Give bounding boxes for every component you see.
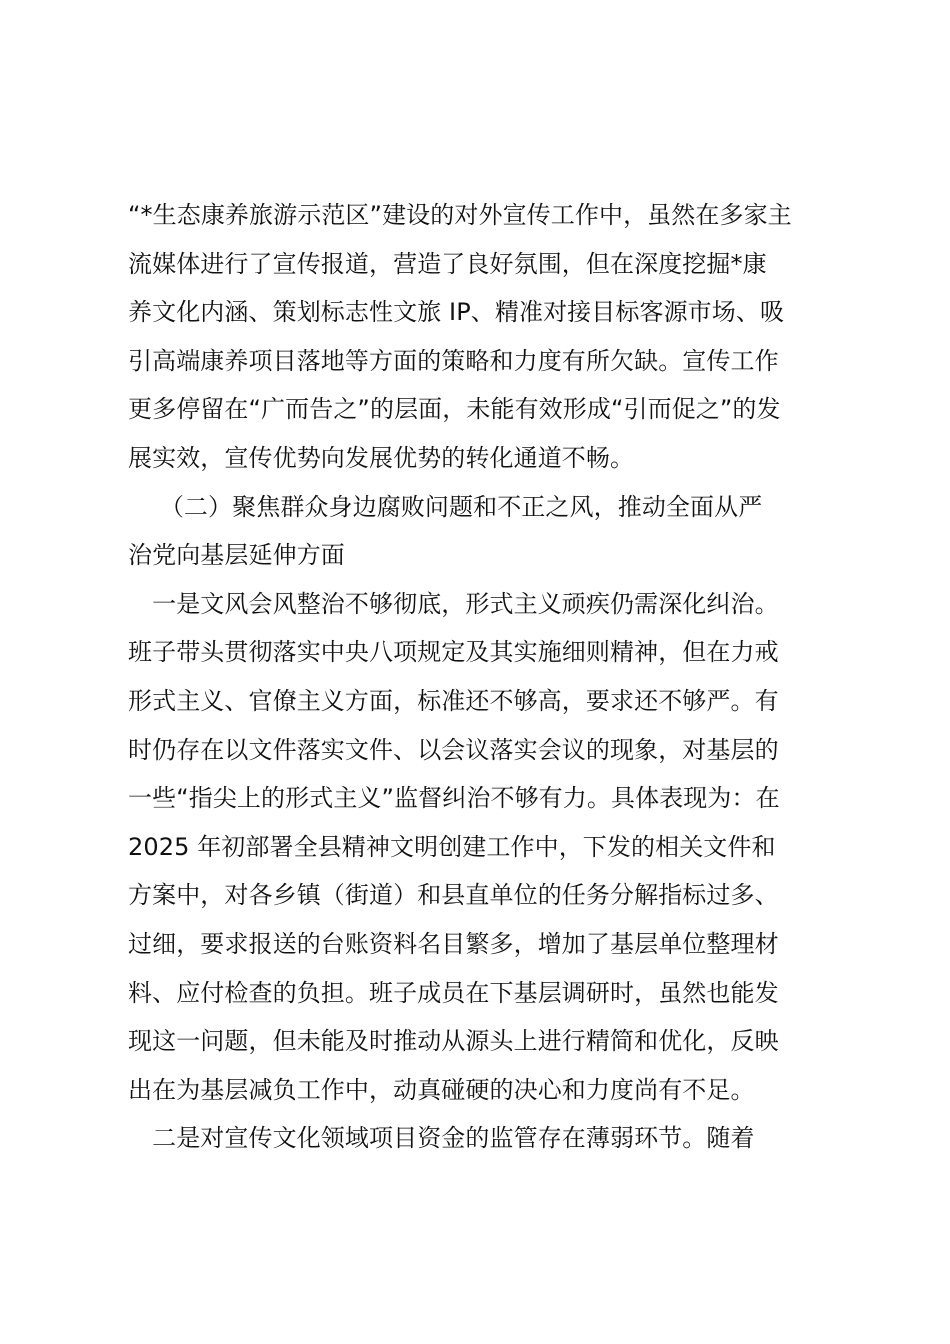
section-heading-line: （二）聚焦群众身边腐败问题和不正之风，推动全面从严: [128, 492, 763, 521]
section-heading-line: 治党向基层延伸方面: [128, 541, 345, 570]
text-line: 出在为基层减负工作中，动真碰硬的决心和力度尚有不足。: [128, 1075, 755, 1104]
text-line: 料、应付检查的负担。班子成员在下基层调研时，虽然也能发: [128, 978, 779, 1007]
text-line: 现这一问题，但未能及时推动从源头上进行精简和优化，反映: [128, 1027, 779, 1056]
text-line: 方案中，对各乡镇（街道）和县直单位的任务分解指标过多、: [128, 881, 779, 910]
text-line: 更多停留在“广而告之”的层面，未能有效形成“引而促之”的发: [128, 395, 781, 424]
text-line: 过细，要求报送的台账资料名目繁多，增加了基层单位整理材: [128, 929, 779, 958]
text-line: 时仍存在以文件落实文件、以会议落实会议的现象，对基层的: [128, 735, 779, 764]
text-line: 形式主义、官僚主义方面，标准还不够高，要求还不够严。有: [128, 686, 779, 715]
text-line: 班子带头贯彻落实中央八项规定及其实施细则精神，但在力戒: [128, 638, 779, 667]
text-line: 展实效，宣传优势向发展优势的转化通道不畅。: [128, 443, 635, 472]
text-line: 一些“指尖上的形式主义”监督纠治不够有力。具体表现为：在: [128, 784, 780, 813]
body-text: [128, 191, 828, 1163]
text-line: 一是文风会风整治不够彻底，形式主义顽疾仍需深化纠治。: [128, 589, 779, 618]
text-line: “*生态康养旅游示范区”建设的对外宣传工作中，虽然在多家主: [128, 201, 792, 229]
text-line: 2025 年初部署全县精神文明创建工作中，下发的相关文件和: [128, 832, 776, 861]
text-line: 养文化内涵、策划标志性文旅 IP、精准对接目标客源市场、吸: [128, 298, 785, 327]
text-line: 流媒体进行了宣传报道，营造了良好氛围，但在深度挖掘*康: [128, 249, 767, 278]
text-line: 二是对宣传文化领域项目资金的监管存在薄弱环节。随着: [128, 1124, 755, 1153]
text-line: 引高端康养项目落地等方面的策略和力度有所欠缺。宣传工作: [128, 346, 779, 375]
